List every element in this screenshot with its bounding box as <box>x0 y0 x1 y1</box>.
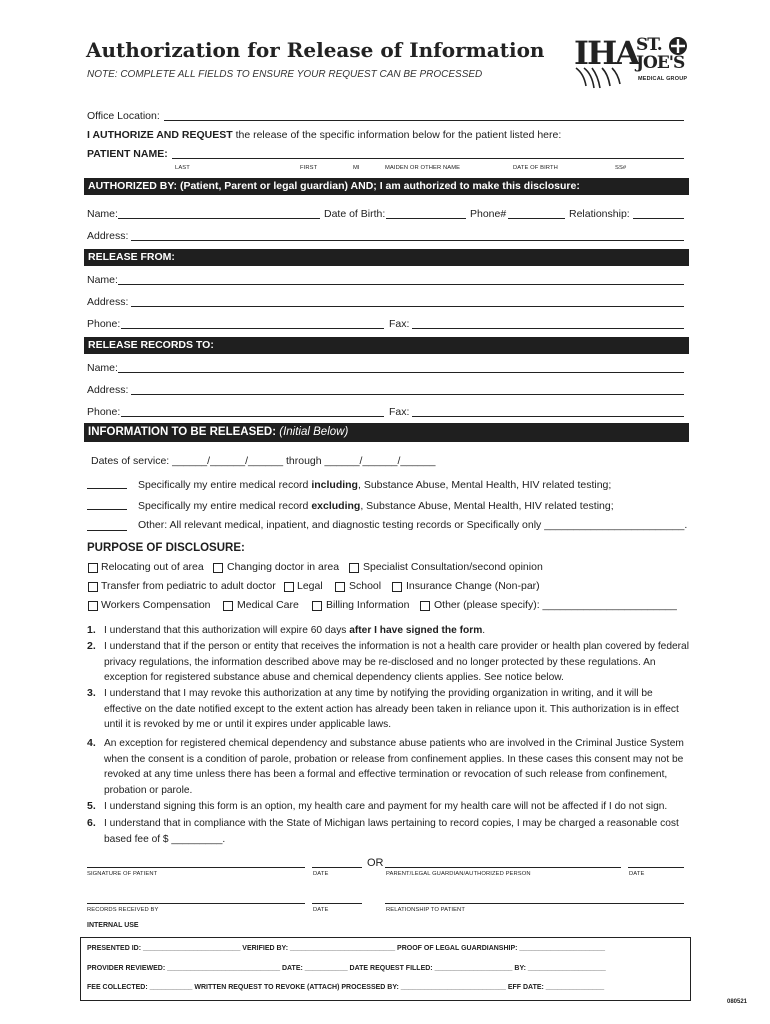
option-excluding: Specifically my entire medical record excluding, Substance Abuse, Mental Health, HIV related testing; <box>138 500 614 512</box>
term-number-3: 3. <box>87 687 96 699</box>
authorize-statement: I AUTHORIZE AND REQUEST the release of the specific information below for the patient listed here: <box>87 129 562 141</box>
form-note: NOTE: COMPLETE ALL FIELDS TO ENSURE YOUR REQUEST CAN BE PROCESSED <box>87 69 483 80</box>
auth-address-field[interactable] <box>131 240 684 241</box>
patient-date-field[interactable] <box>312 867 362 868</box>
iha-logo <box>574 34 639 90</box>
auth-phone-field[interactable] <box>508 218 565 219</box>
initial-field-excluding[interactable] <box>87 509 127 510</box>
logo-joes: JOE'S <box>636 53 685 73</box>
label-changing-doctor: Changing doctor in area <box>227 561 340 573</box>
to-address-field[interactable] <box>131 394 684 395</box>
patient-sub-first: FIRST <box>300 165 318 171</box>
logo-st: ST. <box>636 35 662 55</box>
info-released-header: INFORMATION TO BE RELEASED: (Initial Below) <box>84 423 689 442</box>
label-billing: Billing Information <box>326 599 410 611</box>
auth-dob-label: Date of Birth: <box>324 208 386 220</box>
checkbox-changing-doctor[interactable] <box>213 563 223 573</box>
sig-date1-label: DATE <box>313 871 329 877</box>
checkbox-medical-care[interactable] <box>223 601 233 611</box>
checkbox-relocating[interactable] <box>88 563 98 573</box>
iha-logo-text: IHA <box>574 34 639 72</box>
to-name-label: Name: <box>87 362 118 374</box>
auth-relationship-label: Relationship: <box>569 208 630 220</box>
internal-row-3[interactable]: FEE COLLECTED: ___________ WRITTEN REQUEST TO REVOKE (ATTACH) PROCESSED BY: ___________________________ EFF DATE: _______________ <box>87 984 605 991</box>
option-including: Specifically my entire medical record including, Substance Abuse, Mental Health, HIV related testing; <box>138 479 612 491</box>
term-text-1: I understand that this authorization will expire 60 days after I have signed the form. <box>104 625 486 636</box>
internal-row-1[interactable]: PRESENTED ID: _________________________ VERIFIED BY: ___________________________ PROOF OF LEGAL GUARDIANSHIP: ______________________ <box>87 945 606 952</box>
label-relocating: Relocating out of area <box>101 561 204 573</box>
release-to-header: RELEASE RECORDS TO: <box>84 337 689 354</box>
page-title: Authorization for Release of Information <box>86 38 545 62</box>
initial-field-other[interactable] <box>87 530 127 531</box>
checkbox-legal[interactable] <box>284 582 294 592</box>
label-transfer: Transfer from pediatric to adult doctor <box>101 580 276 592</box>
label-medical-care: Medical Care <box>237 599 299 611</box>
label-school: School <box>349 580 382 592</box>
patient-sub-mi: MI <box>353 165 360 171</box>
checkbox-insurance[interactable] <box>392 582 402 592</box>
label-other: Other (please specify): _______________________ <box>434 599 677 611</box>
sig-guardian-label: PARENT/LEGAL GUARDIAN/AUTHORIZED PERSON <box>386 871 531 877</box>
from-fax-label: Fax: <box>389 318 410 330</box>
sig-date3-label: DATE <box>313 907 329 913</box>
relationship-field[interactable] <box>385 903 684 904</box>
internal-row-2[interactable]: PROVIDER REVIEWED: _____________________________ DATE: ___________ DATE REQUEST FILLED: ____________________ BY: ____________________ <box>87 965 606 972</box>
records-received-label: RECORDS RECEIVED BY <box>87 907 159 913</box>
office-location-field[interactable] <box>164 120 684 121</box>
sig-patient-label: SIGNATURE OF PATIENT <box>87 871 158 877</box>
records-date-field[interactable] <box>312 903 362 904</box>
label-specialist: Specialist Consultation/second opinion <box>363 561 543 573</box>
to-fax-label: Fax: <box>389 406 410 418</box>
from-phone-field[interactable] <box>121 328 384 329</box>
label-workers-comp: Workers Compensation <box>101 599 211 611</box>
patient-name-field[interactable] <box>172 158 684 159</box>
internal-use-label: INTERNAL USE <box>87 922 139 929</box>
auth-name-field[interactable] <box>118 218 320 219</box>
to-fax-field[interactable] <box>412 416 684 417</box>
from-address-field[interactable] <box>131 306 684 307</box>
to-phone-label: Phone: <box>87 406 121 418</box>
checkbox-school[interactable] <box>335 582 345 592</box>
term-text-5: I understand signing this form is an option, my health care and payment for my health care will not be affected if I do not sign. <box>104 801 668 812</box>
checkbox-workers-comp[interactable] <box>88 601 98 611</box>
guardian-date-field[interactable] <box>628 867 684 868</box>
or-label: OR <box>367 857 384 869</box>
logo-medical-group: MEDICAL GROUP <box>638 76 688 82</box>
checkbox-billing[interactable] <box>312 601 322 611</box>
sig-date2-label: DATE <box>629 871 645 877</box>
st-joes-logo <box>636 36 696 92</box>
auth-name-label: Name: <box>87 208 118 220</box>
guardian-signature-field[interactable] <box>385 867 621 868</box>
term-number-6: 6. <box>87 817 96 829</box>
internal-use-box <box>80 937 691 1001</box>
office-location-label: Office Location: <box>87 110 160 122</box>
term-number-1: 1. <box>87 624 96 636</box>
auth-address-label: Address: <box>87 230 129 242</box>
authorized-by-header: AUTHORIZED BY: (Patient, Parent or legal guardian) AND; I am authorized to make this disclosure: <box>84 178 689 195</box>
term-number-5: 5. <box>87 800 96 812</box>
patient-sub-ssn: SS# <box>615 165 627 171</box>
label-insurance: Insurance Change (Non-par) <box>406 580 540 592</box>
dates-of-service[interactable]: Dates of service: ______/______/______ through ______/______/______ <box>91 455 436 467</box>
label-legal: Legal <box>297 580 323 592</box>
patient-sub-maiden: MAIDEN OR OTHER NAME <box>385 165 461 171</box>
patient-signature-field[interactable] <box>87 867 305 868</box>
initial-field-including[interactable] <box>87 488 127 489</box>
from-address-label: Address: <box>87 296 129 308</box>
option-other: Other: All relevant medical, inpatient, and diagnostic testing records or Specifically only ________________________. <box>138 519 688 531</box>
auth-phone-label: Phone# <box>470 208 507 220</box>
patient-name-label: PATIENT NAME: <box>87 148 168 160</box>
checkbox-other[interactable] <box>420 601 430 611</box>
from-name-label: Name: <box>87 274 118 286</box>
checkbox-transfer[interactable] <box>88 582 98 592</box>
auth-dob-field[interactable] <box>386 218 466 219</box>
term-text-2: I understand that if the person or entity that receives the information is not a health care provider or health plan covered by federal privacy regulations, the information described above may be re-disclosed and no longer protected by these regulations. An exception for registered substance abuse and chemical dependency clients applies. See notice below. <box>104 641 689 684</box>
term-number-2: 2. <box>87 640 96 652</box>
term-number-4: 4. <box>87 737 96 749</box>
relationship-label: RELATIONSHIP TO PATIENT <box>386 907 465 913</box>
to-phone-field[interactable] <box>121 416 384 417</box>
checkbox-specialist[interactable] <box>349 563 359 573</box>
term-text-3: I understand that I may revoke this authorization at any time by notifying the providing organization in writing, and it will be effective on the date notified except to the extent action has already been taken in reliance upon it. This authorization is in effect until it is revoked by me or until it expires under applicable laws. <box>104 688 679 731</box>
auth-relationship-field[interactable] <box>633 218 684 219</box>
from-name-field[interactable] <box>118 284 684 285</box>
to-name-field[interactable] <box>118 372 684 373</box>
records-received-field[interactable] <box>87 903 305 904</box>
to-address-label: Address: <box>87 384 129 396</box>
from-fax-field[interactable] <box>412 328 684 329</box>
purpose-header: PURPOSE OF DISCLOSURE: <box>87 542 245 554</box>
term-text-4: An exception for registered chemical dependency and substance abuse patients who are involved in the Criminal Justice System when the consent is a condition of parole, probation or release from confinement applies. In these cases this consent may not be revoked at any time unless there has been a formal and effective termination or revocation of such release from confinement, probation or parole. <box>104 738 684 796</box>
patient-sub-dob: DATE OF BIRTH <box>513 165 558 171</box>
from-phone-label: Phone: <box>87 318 121 330</box>
release-from-header: RELEASE FROM: <box>84 249 689 266</box>
form-code: 080521 <box>727 999 748 1005</box>
patient-sub-last: LAST <box>175 165 190 171</box>
term-text-6: I understand that in compliance with the State of Michigan laws pertaining to record copies, I may be charged a reasonable cost based fee of $ _________. <box>104 818 679 845</box>
